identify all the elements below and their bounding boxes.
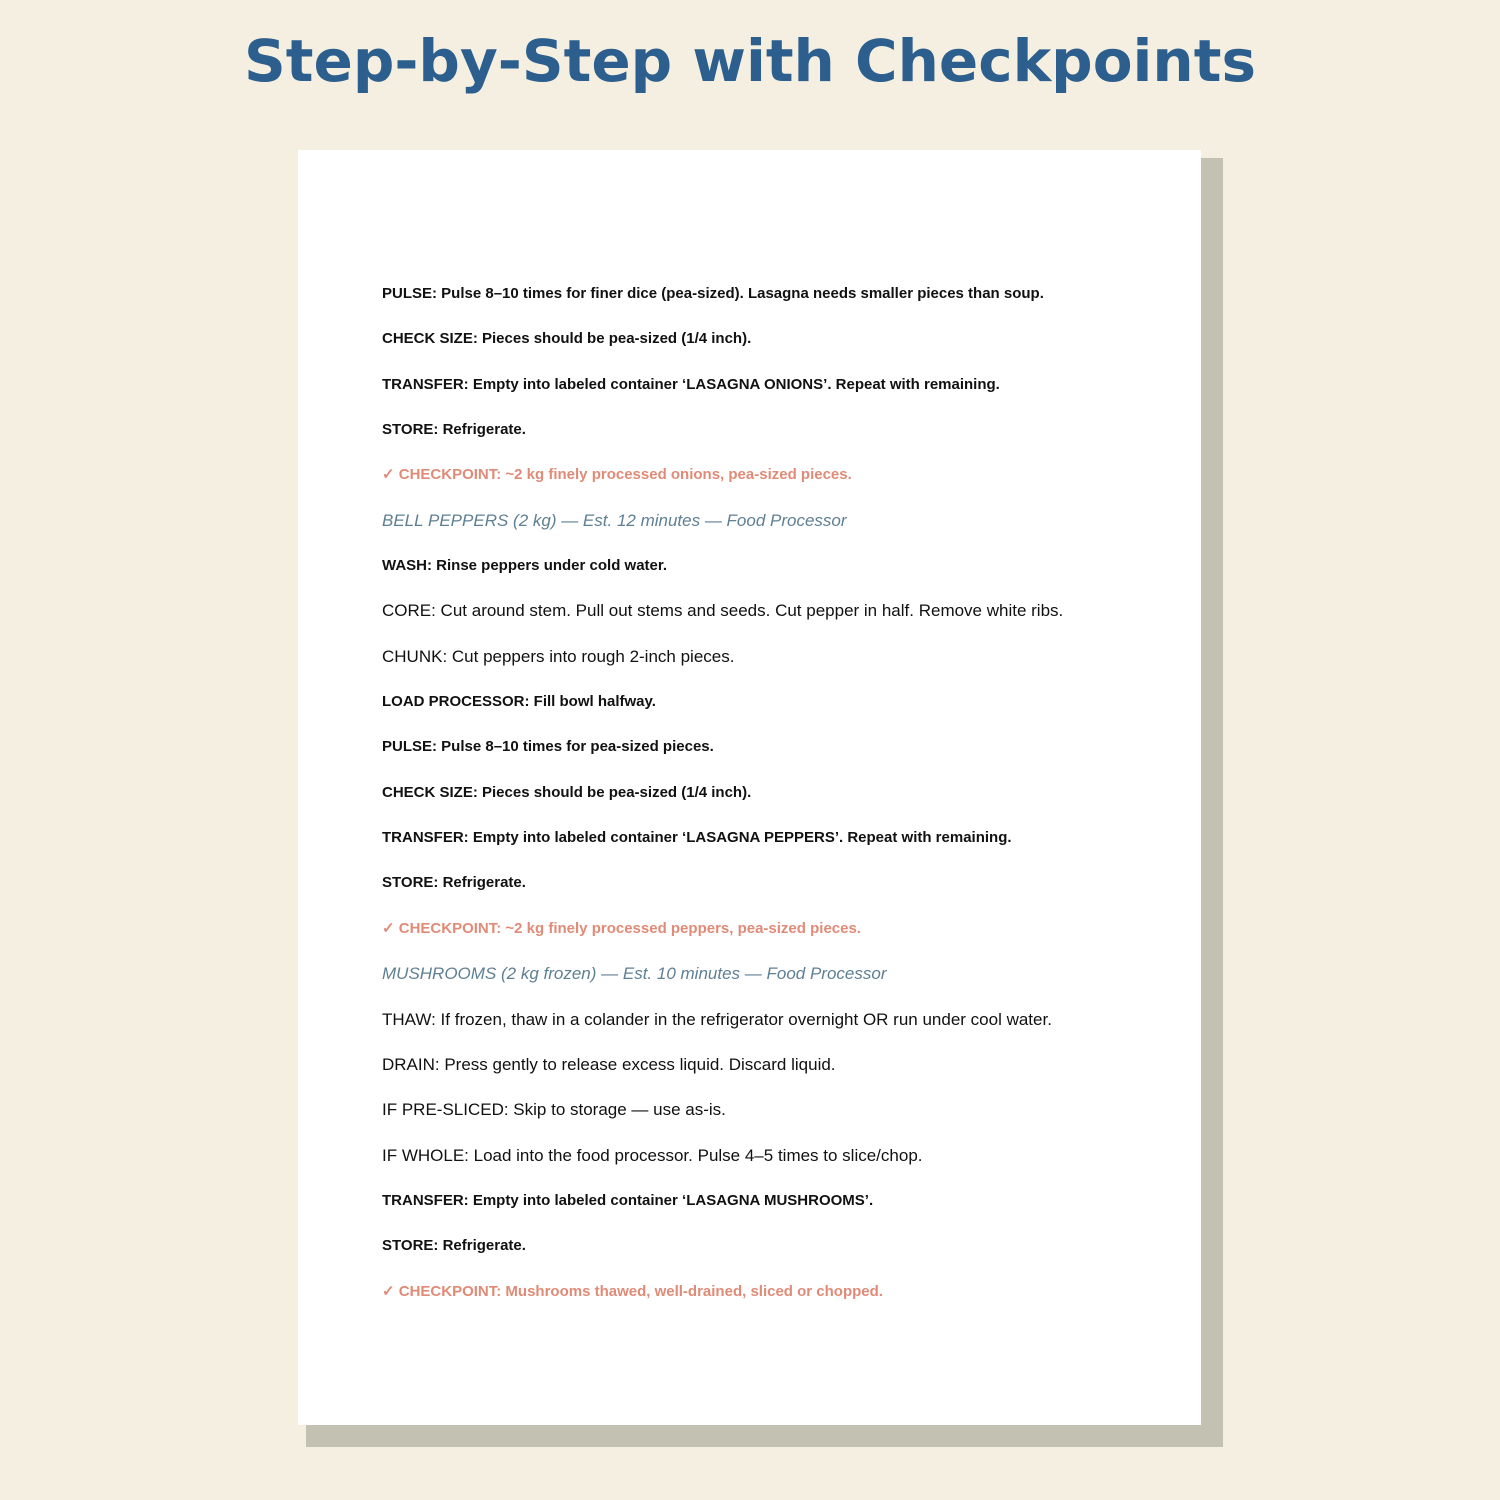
step-line: CHECK SIZE: Pieces should be pea-sized (1/4 inch).: [382, 783, 752, 801]
step-line: DRAIN: Press gently to release excess liquid. Discard liquid.: [382, 1054, 836, 1074]
step-line: CORE: Cut around stem. Pull out stems and seeds. Cut pepper in half. Remove white ribs.: [382, 601, 1064, 621]
step-line: IF WHOLE: Load into the food processor. Pulse 4–5 times to slice/chop.: [382, 1145, 923, 1165]
checkpoint-line: ✓ CHECKPOINT: ~2 kg finely processed peppers, pea-sized pieces.: [382, 919, 861, 937]
section-heading: MUSHROOMS (2 kg frozen) — Est. 10 minutes — Food Processor: [382, 964, 887, 984]
step-line: PULSE: Pulse 8–10 times for pea-sized pieces.: [382, 738, 714, 756]
step-line: STORE: Refrigerate.: [382, 1237, 526, 1255]
checkpoint-line: ✓ CHECKPOINT: Mushrooms thawed, well-drained, sliced or chopped.: [382, 1282, 883, 1300]
step-line: PULSE: Pulse 8–10 times for finer dice (pea-sized). Lasagna needs smaller pieces than soup.: [382, 285, 1044, 302]
page-title: Step-by-Step with Checkpoints: [244, 27, 1256, 95]
step-line: CHUNK: Cut peppers into rough 2-inch pieces.: [382, 646, 735, 666]
step-line: THAW: If frozen, thaw in a colander in the refrigerator overnight OR run under cool water.: [382, 1009, 1052, 1029]
document-page: [298, 150, 1201, 1425]
step-line: LOAD PROCESSOR: Fill bowl halfway.: [382, 693, 656, 711]
step-line: TRANSFER: Empty into labeled container ‘LASAGNA MUSHROOMS’.: [382, 1191, 874, 1209]
step-line: STORE: Refrigerate.: [382, 421, 526, 439]
step-line: IF PRE-SLICED: Skip to storage — use as-is.: [382, 1100, 726, 1120]
step-line: TRANSFER: Empty into labeled container ‘LASAGNA ONIONS’. Repeat with remaining.: [382, 375, 1000, 393]
step-line: TRANSFER: Empty into labeled container ‘LASAGNA PEPPERS’. Repeat with remaining.: [382, 829, 1012, 847]
step-line: CHECK SIZE: Pieces should be pea-sized (1/4 inch).: [382, 330, 752, 348]
steps-list: [382, 276, 1162, 1319]
step-line: STORE: Refrigerate.: [382, 874, 526, 892]
checkpoint-line: ✓ CHECKPOINT: ~2 kg finely processed onions, pea-sized pieces.: [382, 466, 852, 484]
section-heading: BELL PEPPERS (2 kg) — Est. 12 minutes — Food Processor: [382, 510, 847, 530]
step-line: WASH: Rinse peppers under cold water.: [382, 557, 668, 575]
